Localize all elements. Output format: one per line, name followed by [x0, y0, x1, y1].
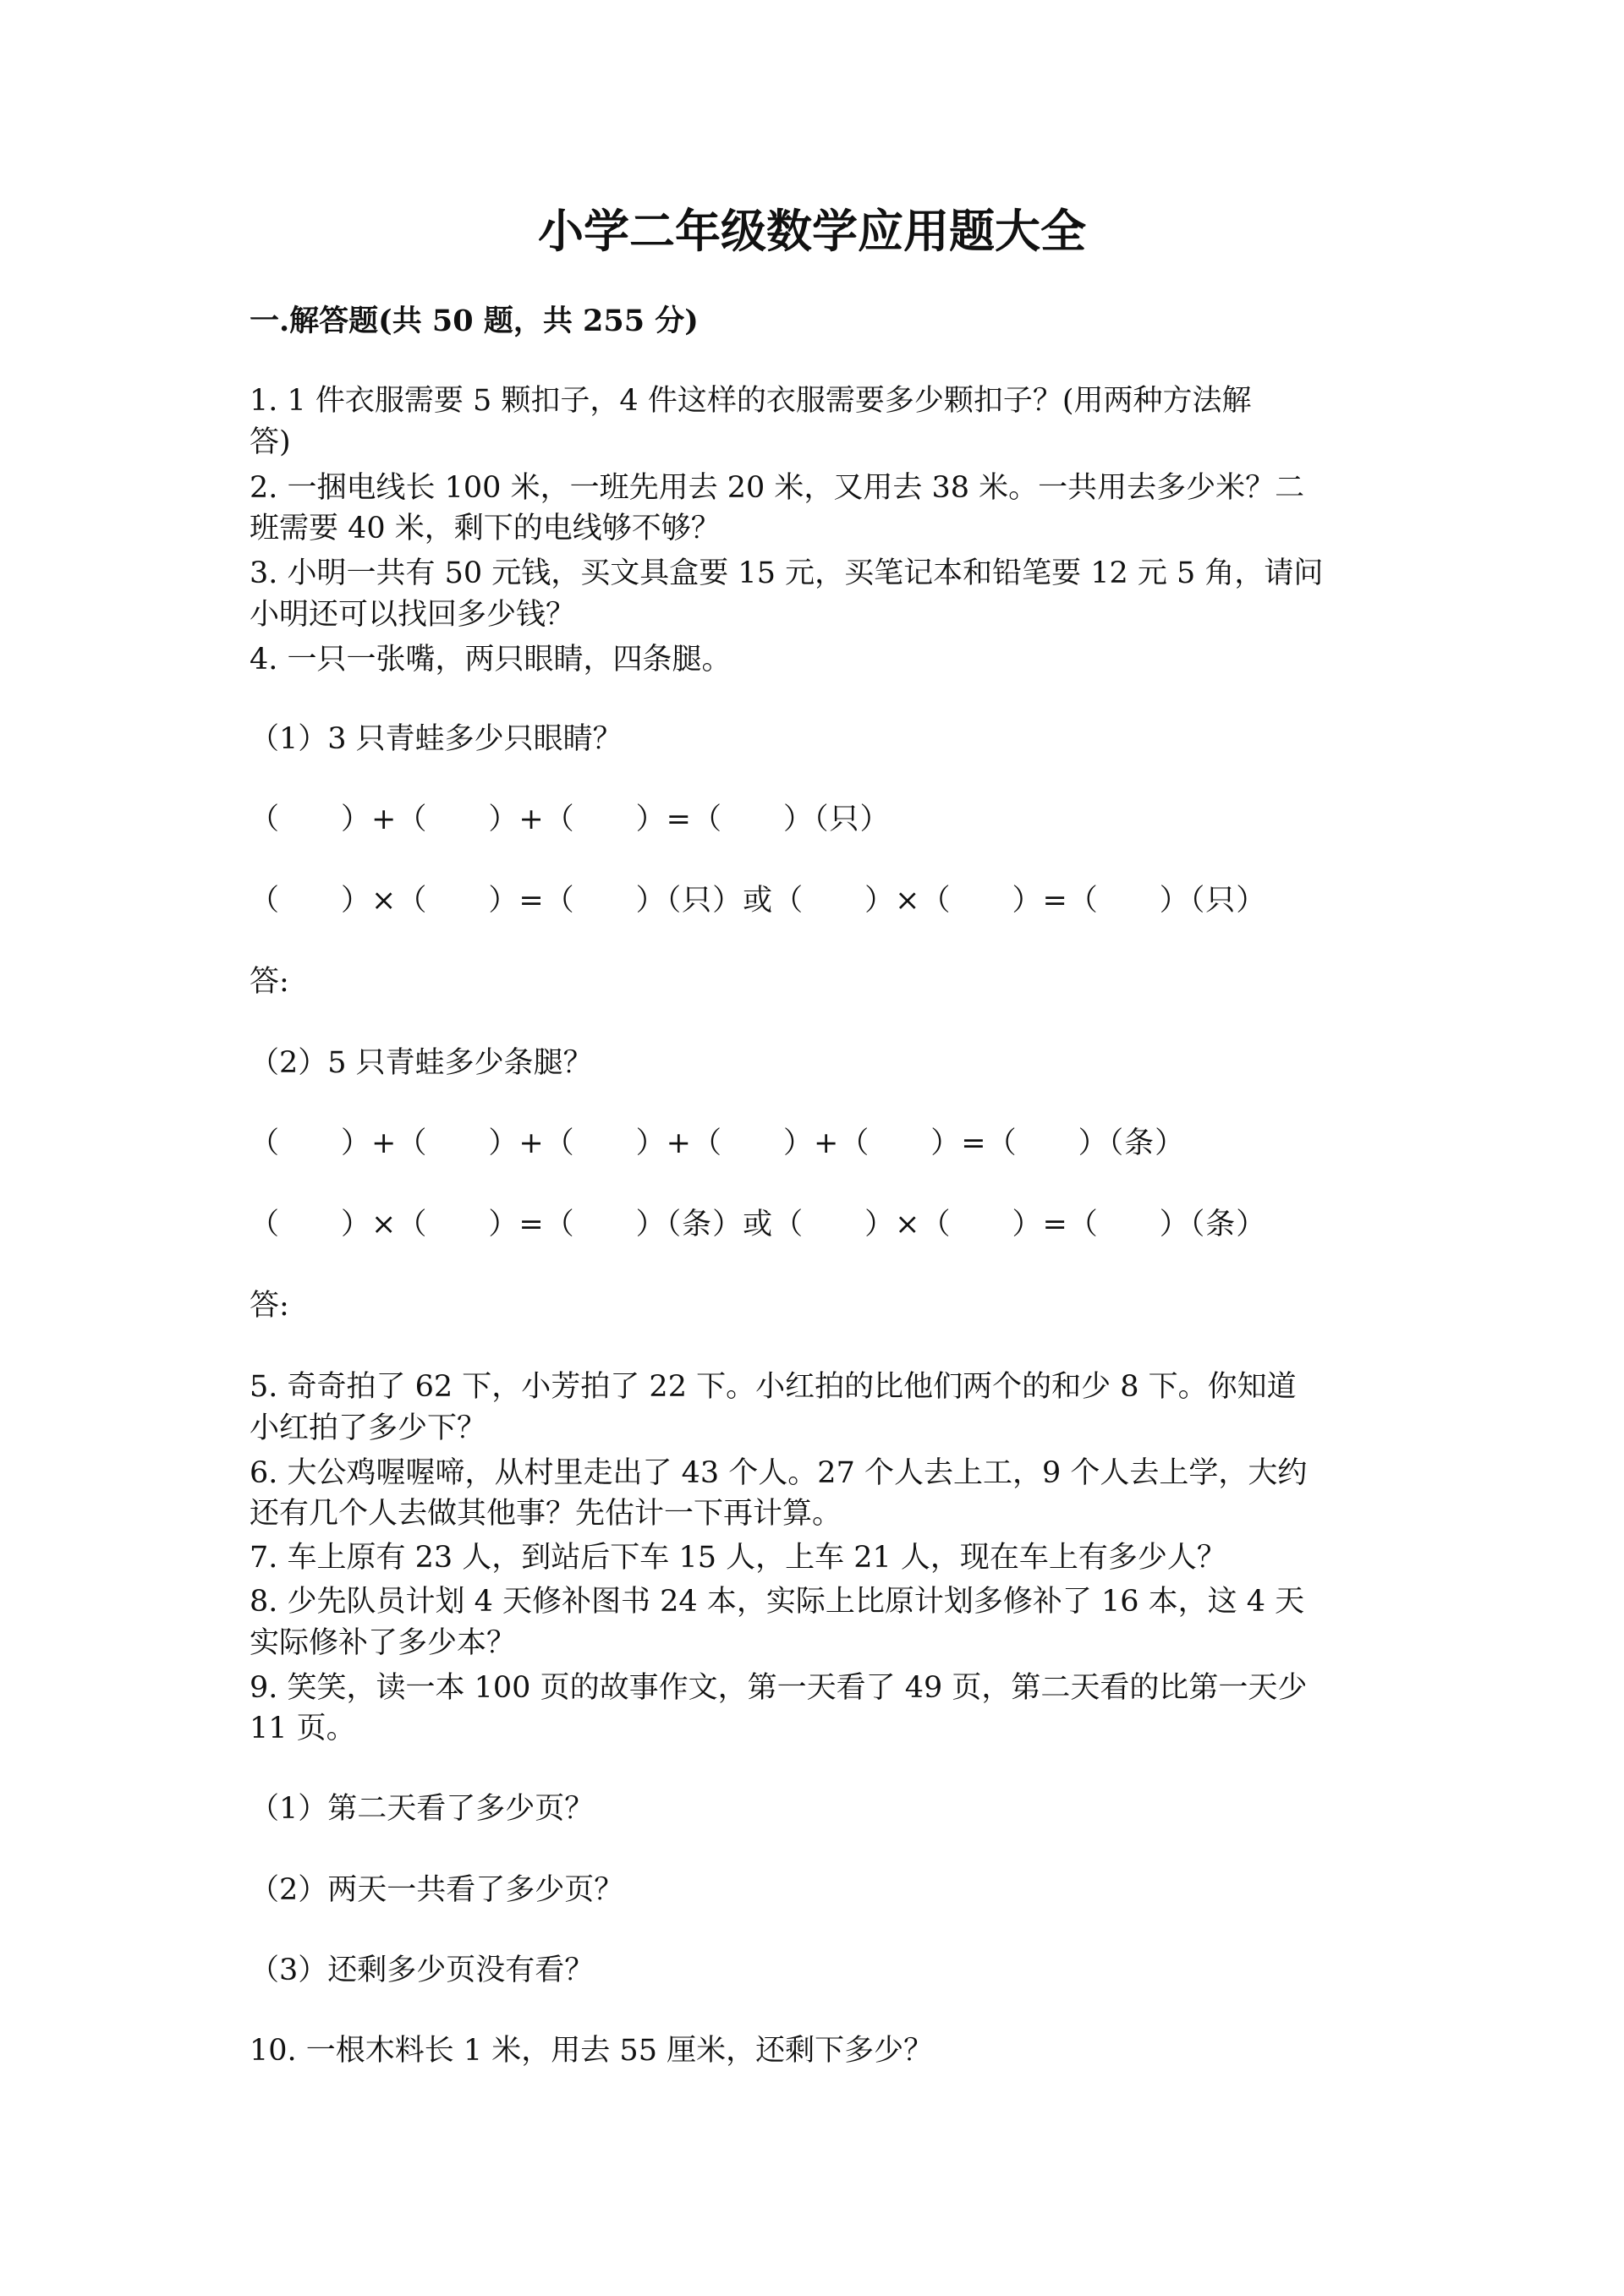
q4-line1: 4. 一只一张嘴，两只眼睛，四条腿。	[250, 643, 732, 677]
q2-line1: 2. 一捆电线长 100 米，一班先用去 20 米，又用去 38 米。一共用去多少米？二	[250, 471, 1305, 505]
q9-line1: 9. 笑笑，读一本 100 页的故事作文，第一天看了 49 页，第二天看的比第一天少	[250, 1671, 1308, 1705]
q6-line1: 6. 大公鸡喔喔啼，从村里走出了 43 个人。27 个人去上工，9 个人去上学，大约	[250, 1456, 1308, 1490]
q4-part1-formula-add: （ ）+（ ）+（ ）=（ ）（只）	[250, 803, 891, 836]
q6-line2: 还有几个人去做其他事？先估计一下再计算。	[250, 1497, 842, 1531]
q3-line2: 小明还可以找回多少钱？	[250, 598, 576, 632]
q4-part2-formula-mul: （ ）×（ ）=（ ）（条）或（ ）×（ ）=（ ）（条）	[250, 1208, 1267, 1241]
q3-line1: 3. 小明一共有 50 元钱，买文具盒要 15 元，买笔记本和铅笔要 12 元 5 角，请问	[250, 556, 1324, 590]
q4-part1-answer: 答:	[250, 965, 289, 999]
page-title: 小学二年级数学应用题大全	[538, 204, 1086, 258]
section-heading: 一.解答题(共 50 题，共 255 分)	[250, 304, 699, 338]
q4-part1-question: （1）3 只青蛙多少只眼睛？	[250, 722, 623, 756]
q4-part2-formula-add: （ ）+（ ）+（ ）+（ ）+（ ）=（ ）（条）	[250, 1126, 1186, 1160]
q10-line1: 10. 一根木料长 1 米，用去 55 厘米，还剩下多少？	[250, 2034, 934, 2068]
q9-sub1: （1）第二天看了多少页？	[250, 1792, 595, 1826]
q9-sub3: （3）还剩多少页没有看？	[250, 1954, 595, 1987]
q4-part2-answer: 答:	[250, 1289, 289, 1323]
q7-line1: 7. 车上原有 23 人，到站后下车 15 人，上车 21 人，现在车上有多少人？	[250, 1541, 1226, 1575]
q9-sub2: （2）两天一共看了多少页？	[250, 1873, 624, 1907]
q8-line2: 实际修补了多少本？	[250, 1626, 517, 1660]
q1-line2: 答)	[250, 425, 291, 459]
q4-part1-formula-mul: （ ）×（ ）=（ ）（只）或（ ）×（ ）=（ ）（只）	[250, 884, 1267, 918]
q9-line2: 11 页。	[250, 1712, 356, 1745]
q4-part2-question: （2）5 只青蛙多少条腿？	[250, 1046, 593, 1080]
q8-line1: 8. 少先队员计划 4 天修补图书 24 本，实际上比原计划多修补了 16 本，这 4 天	[250, 1585, 1305, 1619]
q5-line2: 小红拍了多少下？	[250, 1411, 487, 1445]
q5-line1: 5. 奇奇拍了 62 下，小芳拍了 22 下。小红拍的比他们两个的和少 8 下。你知道	[250, 1370, 1297, 1404]
q2-line2: 班需要 40 米，剩下的电线够不够？	[250, 512, 721, 545]
q1-line1: 1. 1 件衣服需要 5 颗扣子，4 件这样的衣服需要多少颗扣子？(用两种方法解	[250, 384, 1252, 418]
